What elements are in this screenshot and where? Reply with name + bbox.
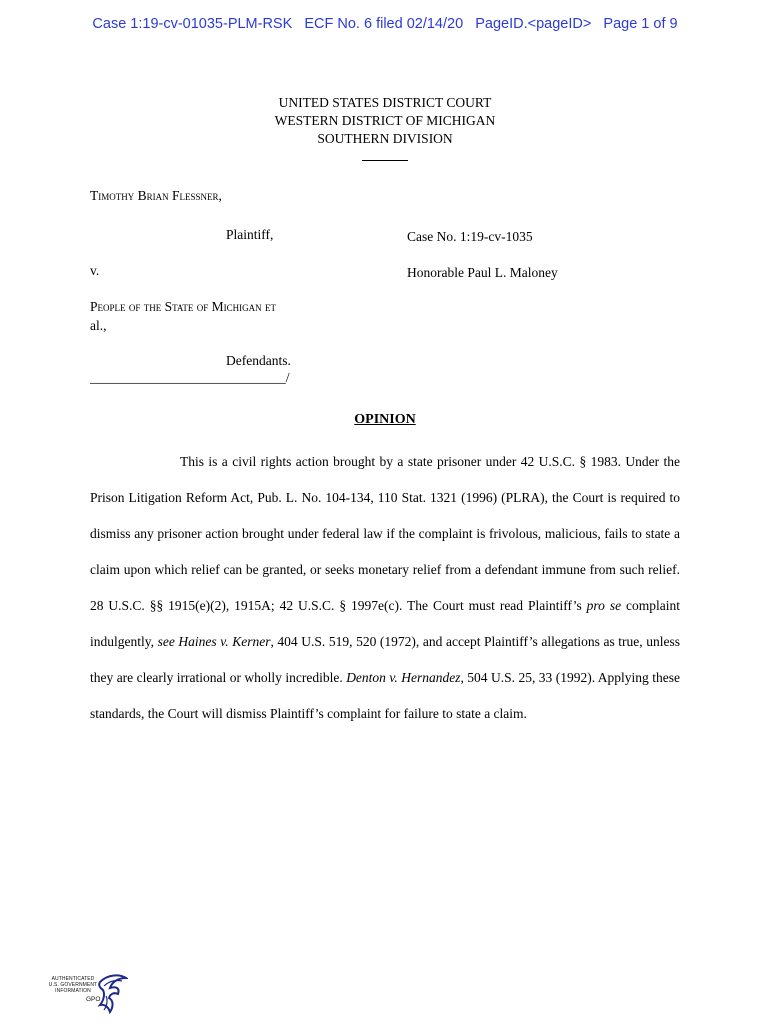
caption-signature-rule: _____________________________/ <box>90 370 290 385</box>
plaintiff-role: Plaintiff, <box>226 227 274 242</box>
case-number: Case No. 1:19-cv-1035 <box>407 229 533 244</box>
court-district: WESTERN DISTRICT OF MICHIGAN <box>274 113 496 128</box>
versus-label: v. <box>90 263 100 278</box>
gpo-authentication-logo <box>44 972 134 1018</box>
ecf-header: Case 1:19-cv-01035-PLM-RSK ECF No. 6 filed 02/14/20 PageID.<pageID> Page 1 of 9 <box>92 16 678 32</box>
court-heading <box>0 94 770 166</box>
court-division: SOUTHERN DIVISION <box>317 131 453 146</box>
judge-name: Honorable Paul L. Maloney <box>407 265 558 280</box>
court-name: UNITED STATES DISTRICT COURT <box>278 95 492 110</box>
defendant-name-line2: al., <box>90 318 107 333</box>
heading-divider <box>362 151 408 161</box>
opinion-title: OPINION <box>354 412 416 427</box>
opinion-body <box>90 444 680 732</box>
defendant-name-line1: People of the State of Michigan et <box>90 299 277 314</box>
eagle-icon <box>94 972 128 1016</box>
defendant-role: Defendants. <box>226 353 291 368</box>
gpo-logo-text: AUTHENTICATED U.S. GOVERNMENT INFORMATION <box>48 976 98 994</box>
opinion-paragraph: This is a civil rights action brought by a state prisoner under 42 U.S.C. § 1983. Under the Prison Litigation Reform Act, Pub. L. No. 104-134, 110 Stat. 1321 (1996) (PLRA), the Court is required to dismiss any prisoner action brought under federal law if the complaint is frivolous, malicious, fails to state a claim upon which relief can be granted, or seeks monetary relief from a defendant immune from such relief. 28 U.S.C. §§ 1915(e)(2), 1915A; 42 U.S.C. § 1997e(c). The Court must read Plaintiff’s pro se complaint indulgently, see Haines v. Kerner, 404 U.S. 519, 520 (1972), and accept Plaintiff’s allegations as true, unless they are clearly irrational or wholly incredible. Denton v. Hernandez, 504 U.S. 25, 33 (1992). Applying these standards, the Court will dismiss Plaintiff’s complaint for failure to state a claim. <box>90 454 681 721</box>
plaintiff-name: Timothy Brian Flessner, <box>90 188 222 203</box>
gpo-mark-text: GPO <box>86 996 101 1003</box>
